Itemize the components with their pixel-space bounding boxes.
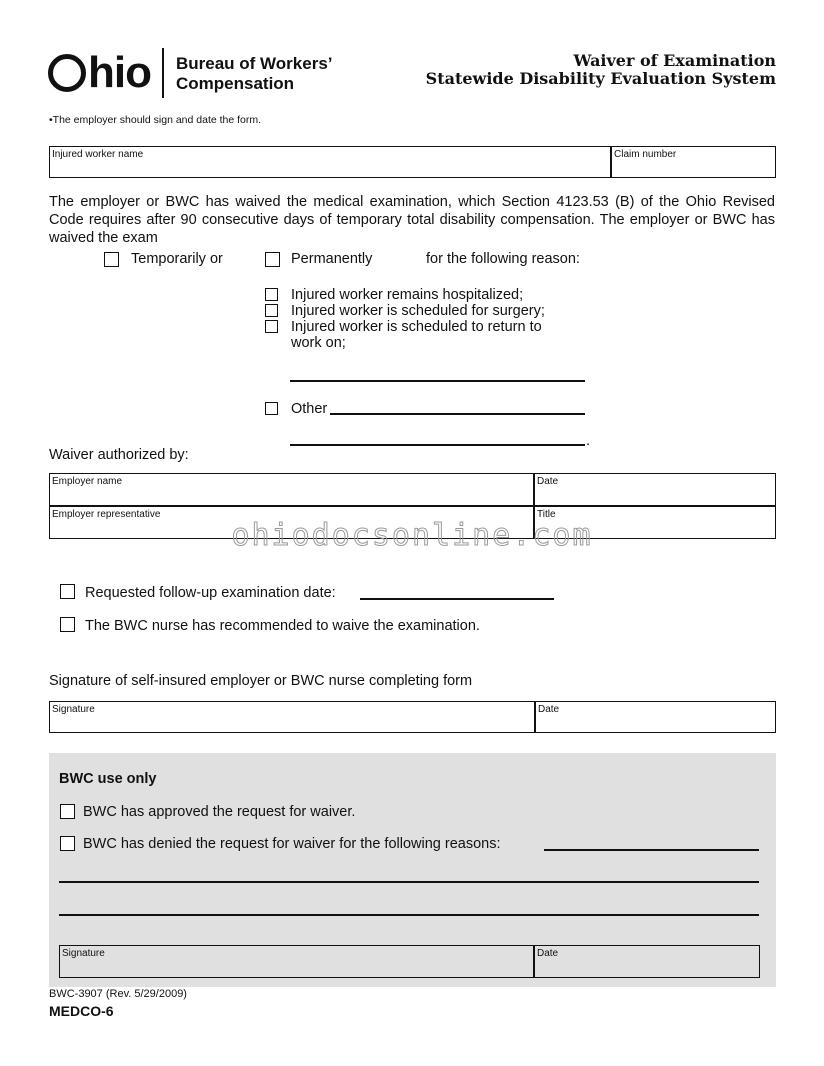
bwc-denied-checkbox[interactable]: [60, 836, 75, 851]
signature-label: Signature: [52, 704, 95, 715]
denied-reason-line2[interactable]: [59, 881, 759, 883]
employer-date-label: Date: [537, 476, 559, 487]
worker-info-box: [49, 146, 776, 178]
hospitalized-checkbox[interactable]: [265, 288, 278, 301]
bwc-date-label: Date: [537, 948, 559, 959]
other-reason-line1[interactable]: [330, 413, 585, 415]
permanently-checkbox[interactable]: [265, 252, 280, 267]
permanently-label: Permanently: [291, 251, 373, 267]
other-checkbox[interactable]: [265, 402, 278, 415]
bwc-use-panel: [49, 753, 776, 987]
bwc-denied-label: BWC has denied the request for waiver for the following reasons:: [83, 836, 501, 852]
employer-title-label: Title: [537, 509, 556, 520]
form-title-line1: Waiver of Examination: [573, 51, 776, 70]
hospitalized-label: Injured worker remains hospitalized;: [291, 287, 524, 303]
injured-worker-name-field[interactable]: [50, 147, 610, 177]
bureau-line1: Bureau of Workers’: [176, 54, 333, 73]
form-code: MEDCO-6: [49, 1003, 114, 1019]
claim-number-label: Claim number: [614, 149, 677, 160]
waiver-paragraph: The employer or BWC has waived the medical examination, which Section 4123.53 (B) of the Ohio Revised Code requires after 90 consecutive days of temporary total disability compensation. The employer or BWC has waived the exam: [49, 194, 775, 246]
followup-checkbox[interactable]: [60, 584, 75, 599]
other-period: .: [586, 433, 591, 449]
surgery-label: Injured worker is scheduled for surgery;: [291, 303, 545, 319]
bureau-name: [176, 54, 333, 94]
return-date-line[interactable]: [290, 380, 585, 382]
logo-divider: [162, 48, 164, 98]
followup-date-line[interactable]: [360, 598, 554, 600]
bwc-approved-label: BWC has approved the request for waiver.: [83, 804, 356, 820]
form-title: [426, 52, 776, 88]
waiver-authorized-heading: Waiver authorized by:: [49, 447, 189, 463]
logo-text: hio: [88, 48, 151, 97]
other-reason-line2[interactable]: [290, 444, 585, 446]
denied-reason-line1[interactable]: [544, 849, 759, 851]
bwc-signature-label: Signature: [62, 948, 105, 959]
employer-date-field[interactable]: [535, 474, 775, 505]
return-to-work-label-line1: Injured worker is scheduled to return to: [291, 319, 542, 335]
bwc-use-heading: BWC use only: [59, 771, 157, 787]
bwc-signature-field[interactable]: [60, 946, 533, 977]
following-reason-label: for the following reason:: [426, 251, 580, 267]
surgery-checkbox[interactable]: [265, 304, 278, 317]
ohio-logo: [48, 48, 151, 98]
nurse-recommended-checkbox[interactable]: [60, 617, 75, 632]
temporarily-checkbox[interactable]: [104, 252, 119, 267]
return-to-work-checkbox[interactable]: [265, 320, 278, 333]
signature-date-field[interactable]: [536, 702, 775, 732]
employer-name-field[interactable]: [50, 474, 533, 505]
temporarily-label: Temporarily or: [131, 251, 223, 267]
logo-o-circle: [48, 54, 86, 92]
denied-reason-line3[interactable]: [59, 914, 759, 916]
signature-field[interactable]: [50, 702, 534, 732]
bwc-date-field[interactable]: [535, 946, 759, 977]
followup-label: Requested follow-up examination date:: [85, 585, 336, 601]
signature-heading: Signature of self-insured employer or BWC nurse completing form: [49, 673, 473, 689]
form-number: BWC-3907 (Rev. 5/29/2009): [49, 988, 187, 1000]
bureau-line2: Compensation: [176, 74, 295, 93]
claim-number-field[interactable]: [612, 147, 775, 177]
signature-box: [49, 701, 776, 733]
instruction-note: •The employer should sign and date the form.: [49, 114, 262, 126]
employer-name-label: Employer name: [52, 476, 123, 487]
watermark: ohiodocsonline.com: [231, 518, 593, 553]
injured-worker-name-label: Injured worker name: [52, 149, 144, 160]
bwc-approved-checkbox[interactable]: [60, 804, 75, 819]
return-to-work-label-line2: work on;: [291, 335, 346, 351]
nurse-recommended-label: The BWC nurse has recommended to waive the examination.: [85, 618, 480, 634]
employer-rep-label: Employer representative: [52, 509, 161, 520]
other-label: Other: [291, 401, 328, 417]
form-title-line2: Statewide Disability Evaluation System: [425, 69, 776, 88]
signature-date-label: Date: [538, 704, 560, 715]
bwc-signature-box: [59, 945, 760, 978]
